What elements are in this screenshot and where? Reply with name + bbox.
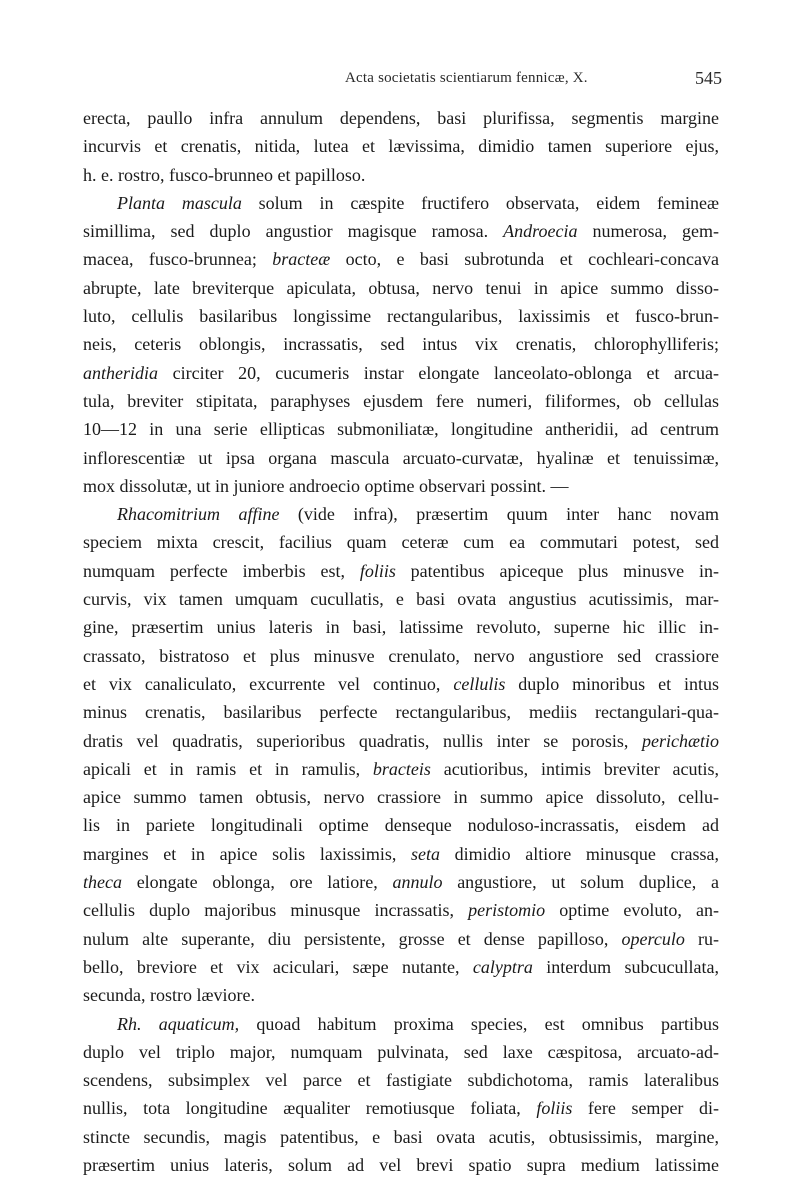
italic-term: antheridia — [83, 362, 158, 383]
text-line — [83, 642, 719, 670]
text-line — [83, 783, 719, 811]
text-line — [83, 528, 719, 556]
text-segment: fere semper di- — [572, 1098, 719, 1119]
text-segment: simillima, sed duplo angustior magisque ramosa. — [83, 221, 504, 242]
text-line — [83, 387, 719, 415]
text-segment: bello, breviore et vix aciculari, sæpe nutante, — [83, 956, 473, 977]
text-segment: macea, fusco-brunnea; — [83, 249, 273, 270]
text-segment: et vix canaliculato, excurrente vel continuo, — [83, 673, 454, 694]
text-segment: gine, præsertim unius lateris in basi, latissime revoluto, superne hic illic in- — [83, 617, 719, 638]
text-line — [83, 670, 719, 698]
text-line — [83, 161, 719, 189]
text-segment: apicali et in ramis et in ramulis, — [83, 758, 373, 779]
text-line — [83, 868, 719, 896]
italic-term: theca — [83, 872, 122, 893]
text-line — [83, 500, 719, 528]
text-segment: curvis, vix tamen umquam cucullatis, e basi ovata angustius acutissimis, mar- — [83, 589, 719, 610]
text-segment: quoad habitum proxima species, est omnibus partibus — [239, 1013, 719, 1034]
text-line — [83, 1010, 719, 1038]
italic-term: bracteis — [372, 758, 431, 779]
text-line — [83, 274, 719, 302]
italic-term: operculo — [621, 928, 685, 949]
text-line — [83, 811, 719, 839]
italic-term: cellulis — [453, 673, 506, 694]
text-segment: numerosa, gem- — [577, 221, 719, 242]
italic-term: Androecia — [503, 221, 578, 242]
text-segment: duplo minoribus et intus — [505, 673, 719, 694]
text-segment: elongate oblonga, ore latiore, — [121, 872, 393, 893]
text-line — [83, 132, 719, 160]
page-number: 545 — [695, 68, 722, 88]
italic-term: perichætio — [642, 730, 719, 751]
text-segment: interdum subcucullata, — [532, 956, 719, 977]
text-segment: erecta, paullo infra annulum dependens, basi plurifissa, segmentis margine — [83, 108, 719, 128]
text-segment: stincte secundis, magis patentibus, e basi ovata acutis, obtusissimis, margine, — [83, 1126, 719, 1147]
body-text — [83, 104, 719, 1179]
text-line — [83, 104, 719, 132]
italic-term: calyptra — [472, 956, 533, 977]
italic-term: Rh. aquaticum, — [117, 1013, 240, 1034]
text-segment: incurvis et crenatis, nitida, lutea et lævissima, dimidio tamen superiore ejus, — [83, 136, 719, 157]
text-segment: duplo vel triplo major, numquam pulvinata, sed laxe cæspitosa, arcuato-ad- — [83, 1041, 719, 1062]
text-segment: solum in cæspite fructifero observata, eidem femineæ — [241, 192, 719, 213]
text-line — [83, 755, 719, 783]
text-segment: (vide infra), præsertim quum inter hanc novam — [279, 504, 719, 525]
text-line — [83, 1066, 719, 1094]
italic-term: bracteæ — [272, 249, 331, 270]
text-segment: mox dissolutæ, ut in juniore androecio optime observari possint. — — [83, 475, 569, 496]
text-segment: apice summo tamen obtusis, nervo crassiore in summo apice dissoluto, cellu- — [83, 787, 719, 808]
text-segment: luto, cellulis basilaribus longissime rectangularibus, laxissimis et fusco-brun- — [83, 306, 719, 327]
italic-term: seta — [410, 843, 440, 864]
italic-term: foliis — [536, 1098, 573, 1119]
text-segment: ru- — [684, 928, 719, 949]
text-segment: optime evoluto, an- — [545, 900, 719, 921]
text-segment: angustiore, ut solum duplice, a — [442, 872, 719, 893]
text-segment: abrupte, late breviterque apiculata, obtusa, nervo tenui in apice summo disso- — [83, 277, 719, 298]
italic-term: annulo — [392, 872, 443, 893]
text-segment: lis in pariete longitudinali optime denseque noduloso-incrassatis, eisdem ad — [83, 815, 719, 836]
text-line — [83, 472, 719, 500]
text-segment: nullis, tota longitudine æqualiter remotiusque foliata, — [83, 1098, 537, 1119]
text-line — [83, 1151, 719, 1179]
italic-term: Rhacomitrium affine — [117, 504, 280, 525]
text-line — [83, 330, 719, 358]
italic-term: peristomio — [468, 900, 546, 921]
text-segment: cellulis duplo majoribus minusque incrassatis, — [83, 900, 469, 921]
text-segment: secunda, rostro læviore. — [83, 985, 255, 1006]
running-title: Acta societatis scientiarum fennicæ, X. — [345, 70, 588, 86]
text-segment: dimidio altiore minusque crassa, — [439, 843, 719, 864]
text-segment: circiter 20, cucumeris instar elongate lanceolato-oblonga et arcua- — [158, 362, 719, 383]
text-line — [83, 698, 719, 726]
text-line — [83, 925, 719, 953]
text-segment: speciem mixta crescit, facilius quam ceteræ cum ea commutari potest, sed — [83, 532, 719, 553]
text-line — [83, 359, 719, 387]
text-line — [83, 245, 719, 273]
running-header — [0, 70, 800, 92]
text-line — [83, 981, 719, 1009]
text-line — [83, 444, 719, 472]
text-segment: dratis vel quadratis, superioribus quadratis, nullis inter se porosis, — [83, 730, 642, 751]
text-segment: octo, e basi subrotunda et cochleari-concava — [330, 249, 719, 270]
text-segment: h. e. rostro, fusco-brunneo et papilloso. — [83, 164, 366, 185]
text-line — [83, 1094, 719, 1122]
text-line — [83, 1123, 719, 1151]
text-line — [83, 302, 719, 330]
text-segment: 10—12 in una serie ellipticas submoniliatæ, longitudine antheridii, ad centrum — [83, 419, 719, 440]
text-segment: minus crenatis, basilaribus perfecte rectangularibus, mediis rectangulari-qua- — [83, 702, 719, 723]
text-line — [83, 613, 719, 641]
text-segment: neis, ceteris oblongis, incrassatis, sed intus vix crenatis, chlorophylliferis; — [83, 334, 719, 355]
text-line — [83, 189, 719, 217]
text-line — [83, 840, 719, 868]
text-line — [83, 727, 719, 755]
text-segment: præsertim unius lateris, solum ad vel brevi spatio supra medium latissime — [83, 1154, 719, 1175]
text-segment: tula, breviter stipitata, paraphyses ejusdem fere numeri, filiformes, ob cellulas — [83, 390, 719, 411]
italic-term: Planta mascula — [117, 192, 242, 213]
text-segment: patentibus apiceque plus minusve in- — [395, 560, 719, 581]
text-line — [83, 217, 719, 245]
text-line — [83, 415, 719, 443]
text-segment: inflorescentiæ ut ipsa organa mascula arcuato-curvatæ, hyalinæ et tenuissimæ, — [83, 447, 719, 468]
text-segment: numquam perfecte imberbis est, — [83, 560, 360, 581]
text-segment: acutioribus, intimis breviter acutis, — [430, 758, 719, 779]
text-segment: margines et in apice solis laxissimis, — [83, 843, 411, 864]
text-line — [83, 585, 719, 613]
text-line — [83, 896, 719, 924]
italic-term: foliis — [359, 560, 396, 581]
text-segment: scendens, subsimplex vel parce et fastigiate subdichotoma, ramis lateralibus — [83, 1070, 719, 1091]
text-line — [83, 953, 719, 981]
text-segment: crassato, bistratoso et plus minusve crenulato, nervo angustiore sed crassiore — [83, 645, 719, 666]
text-line — [83, 1038, 719, 1066]
text-segment: nulum alte superante, diu persistente, grosse et dense papilloso, — [83, 928, 622, 949]
text-line — [83, 557, 719, 585]
